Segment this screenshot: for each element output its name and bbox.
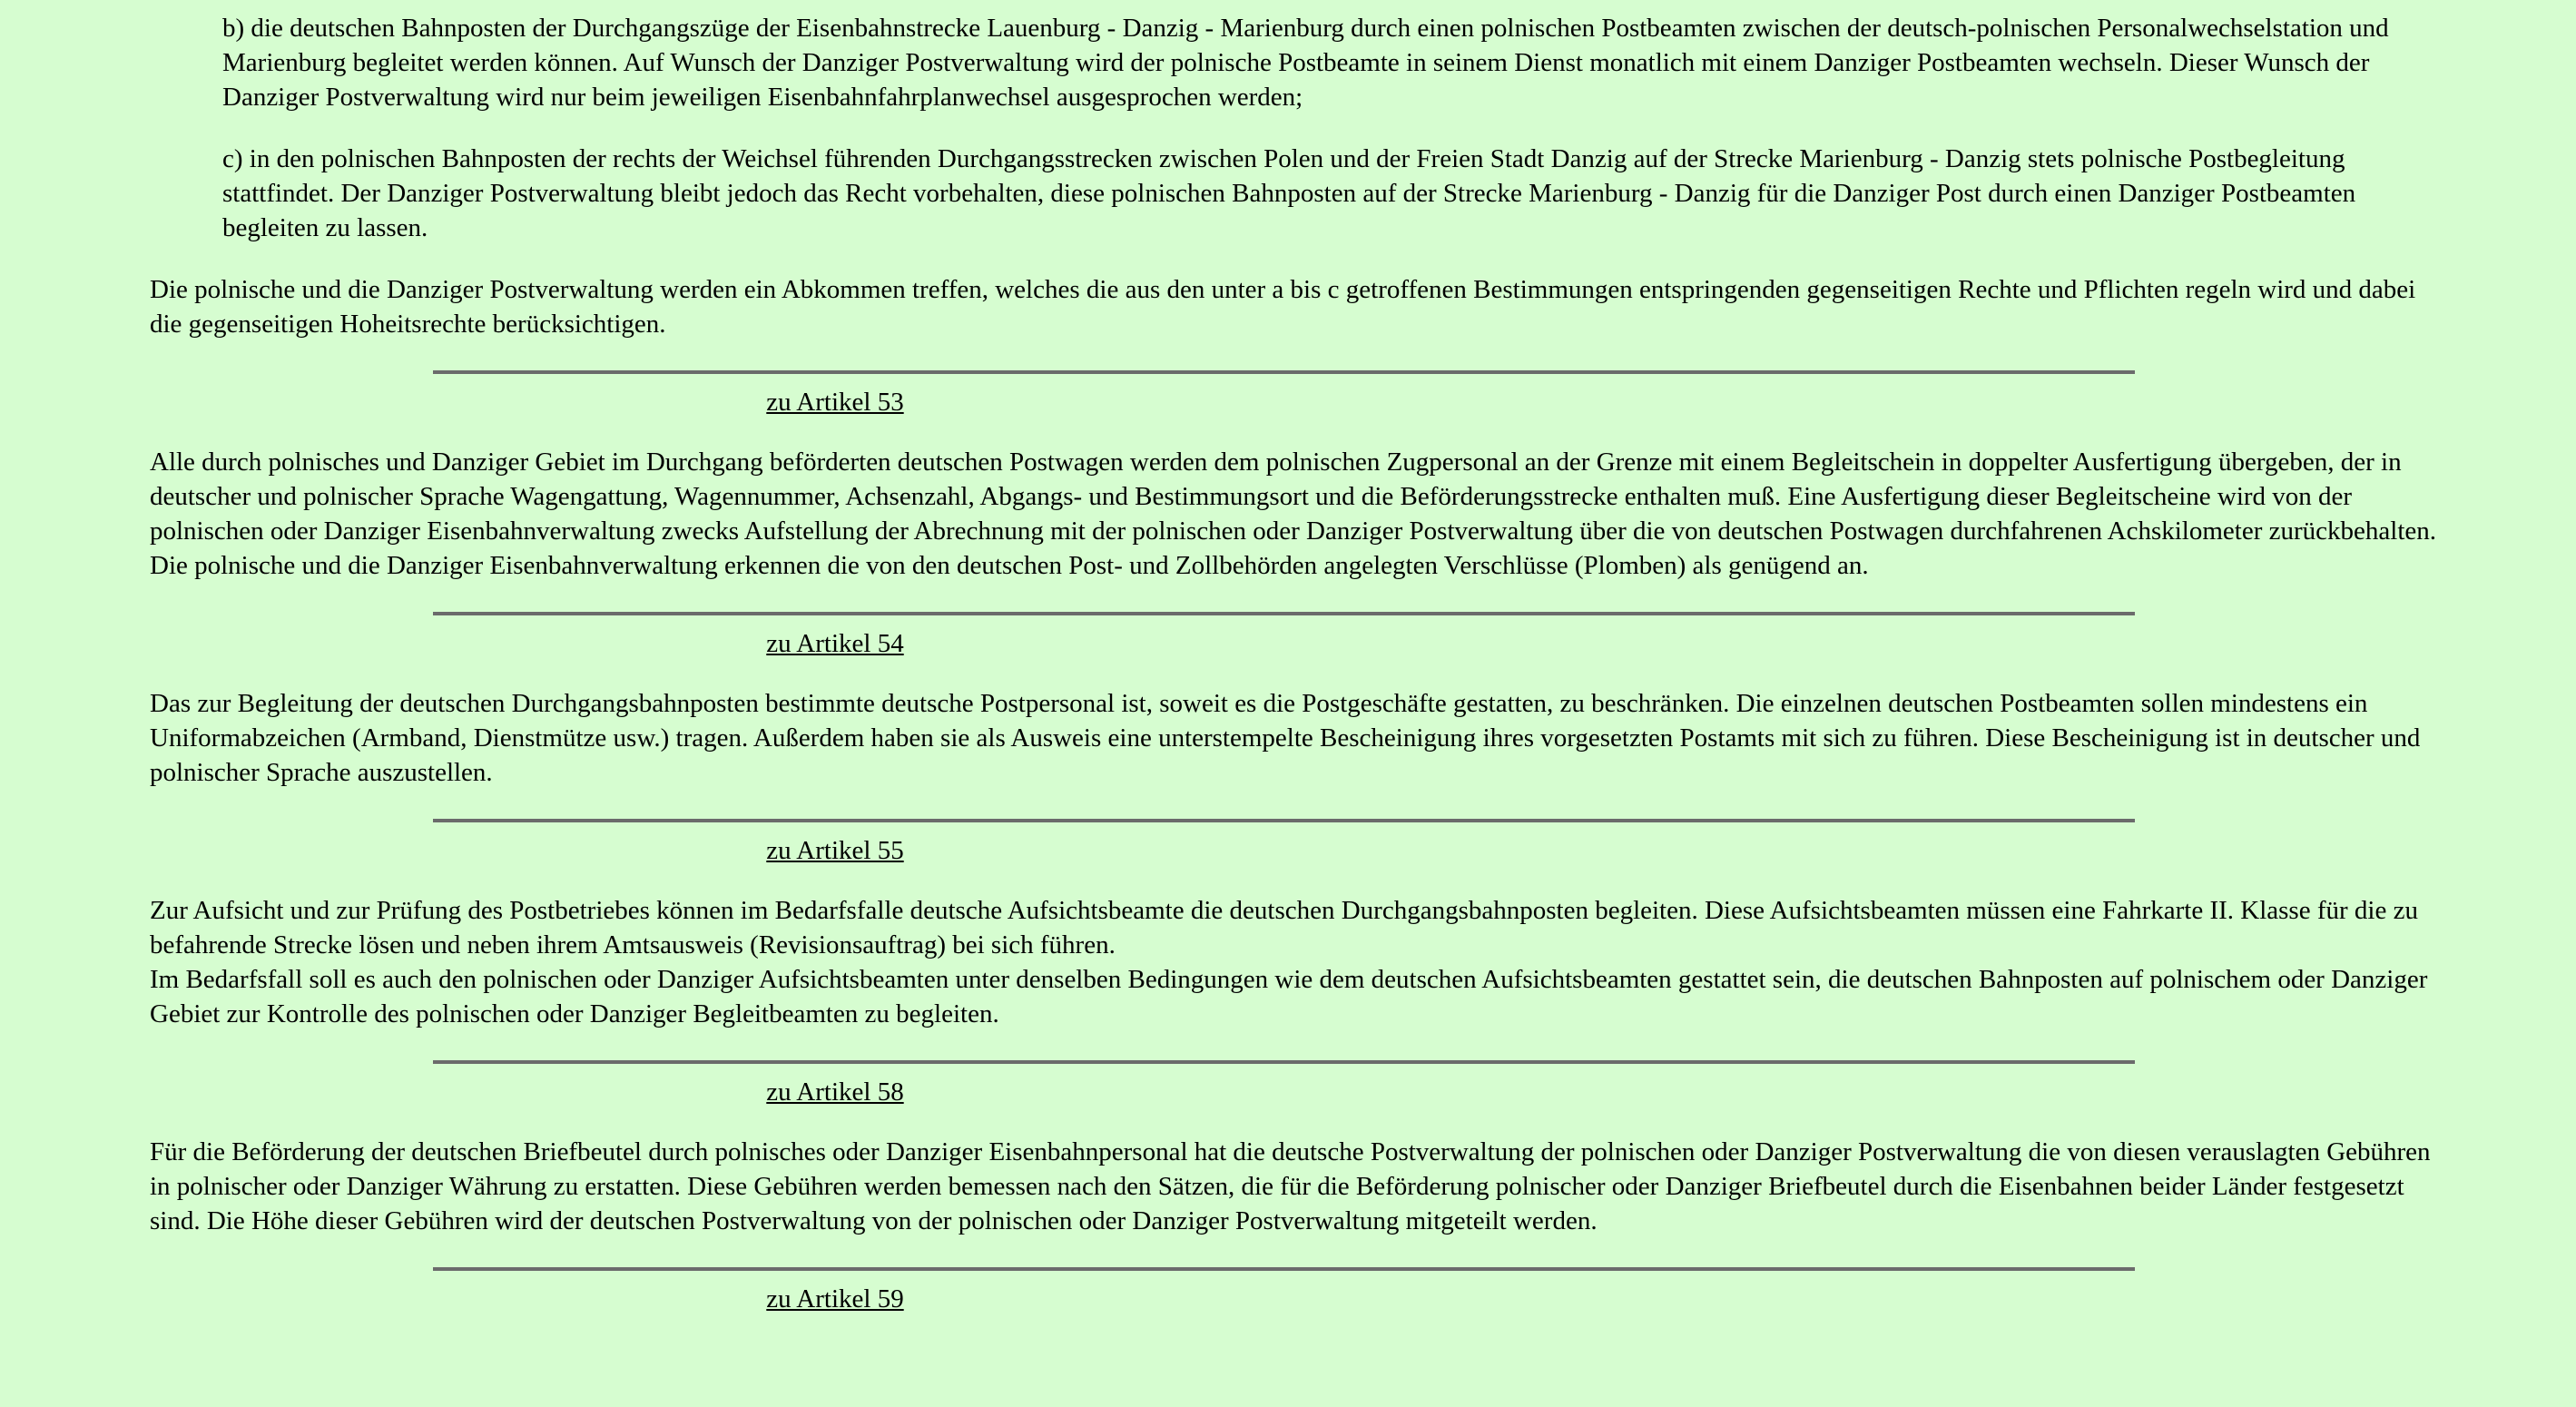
list-item-b: b) die deutschen Bahnposten der Durchgangszüge der Eisenbahnstrecke Lauenburg - Danzig - Marienburg durch einen polnischen Postbeamten zwischen der deutsch-polnischen Personalwechselstation und Marienburg begleitet werden können. Auf Wunsch der Danziger Postverwaltung wird der polnische Postbeamte in seinem Dienst monatlich mit einem Danziger Postbeamten wechseln. Dieser Wunsch der Danziger Postverwaltung wird nur beim jeweiligen Eisenbahnfahrplanwechsel ausgesprochen werden; — [222, 14, 2389, 112]
paragraph: Das zur Begleitung der deutschen Durchgangsbahnposten bestimmte deutsche Postpersonal ist, soweit es die Postgeschäfte gestatten, zu beschränken. Die einzelnen deutschen Postbeamten sollen mindestens ein Uniformabzeichen (Armband, Dienstmütze usw.) tragen. Außerdem haben sie als Ausweis eine unterstempelte Bescheinigung ihres vorgesetzten Postamts mit sich zu führen. Diese Bescheinigung ist in deutscher und polnischer Sprache auszustellen. — [150, 689, 2421, 787]
paragraph: Zur Aufsicht und zur Prüfung des Postbetriebes können im Bedarfsfalle deutsche Aufsichtsbeamte die deutschen Durchgangsbahnposten begleiten. Diese Aufsichtsbeamten müssen eine Fahrkarte II. Klasse für die zu befahrende Strecke lösen und neben ihrem Amtsausweis (Revisionsauftrag) bei sich führen. — [150, 896, 2418, 959]
intro-paragraph: Die polnische und die Danziger Postverwaltung werden ein Abkommen treffen, welches die aus den unter a bis c getroffenen Bestimmungen entspringenden gegenseitigen Rechte und Pflichten regeln wird und dabei die gegenseitigen Hoheitsrechte berücksichtigen. — [150, 275, 2416, 339]
paragraph: Alle durch polnisches und Danziger Gebiet im Durchgang beförderten deutschen Postwagen werden dem polnischen Zugpersonal an der Grenze mit einem Begleitschein in doppelter Ausfertigung übergeben, der in deutscher und polnischer Sprache Wagengattung, Wagennummer, Achsenzahl, Abgangs- und Bestimmungsort und die Beförderungsstrecke enthalten muß. Eine Ausfertigung dieser Begleitscheine wird von der polnischen oder Danziger Eisenbahnverwaltung zwecks Aufstellung der Abrechnung mit der polnischen oder Danziger Postverwaltung über die von deutschen Postwagen durchfahrenen Achskilometer zurückbehalten. Die polnische und die Danziger Eisenbahnverwaltung erkennen die von den deutschen Post- und Zollbehörden angelegten Verschlüsse (Plomben) als genügend an. — [150, 448, 2437, 580]
section-heading-artikel-58 — [154, 1075, 1516, 1109]
section-divider — [433, 370, 2135, 374]
artikel-55-link[interactable]: zu Artikel 55 — [766, 836, 904, 865]
artikel-53-link[interactable]: zu Artikel 53 — [766, 388, 904, 417]
section-heading-artikel-55 — [154, 833, 1516, 868]
section-divider — [433, 1060, 2135, 1064]
list-item-c: c) in den polnischen Bahnposten der rechts der Weichsel führenden Durchgangsstrecken zwischen Polen und der Freien Stadt Danzig auf der Strecke Marienburg - Danzig stets polnische Postbegleitung stattfindet. Der Danziger Postverwaltung bleibt jedoch das Recht vorbehalten, diese polnischen Bahnposten auf der Strecke Marienburg - Danzig für die Danziger Post durch einen Danziger Postbeamten begleiten zu lassen. — [222, 144, 2356, 242]
artikel-54-link[interactable]: zu Artikel 54 — [766, 629, 904, 658]
artikel-59-link[interactable]: zu Artikel 59 — [766, 1284, 904, 1314]
section-divider — [433, 612, 2135, 615]
section-heading-artikel-53 — [154, 385, 1516, 419]
section-divider — [433, 819, 2135, 822]
document-body — [150, 11, 2446, 1342]
section-divider — [433, 1267, 2135, 1271]
section-heading-artikel-59 — [154, 1282, 1516, 1316]
section-heading-artikel-54 — [154, 626, 1516, 661]
paragraph: Für die Beförderung der deutschen Briefbeutel durch polnisches oder Danziger Eisenbahnpersonal hat die deutsche Postverwaltung der polnischen oder Danziger Postverwaltung die von diesen verauslagten Gebühren in polnischer oder Danziger Währung zu erstatten. Diese Gebühren werden bemessen nach den Sätzen, die für die Beförderung polnischer oder Danziger Briefbeutel durch die Eisenbahnen beider Länder festgesetzt sind. Die Höhe dieser Gebühren wird der deutschen Postverwaltung von der polnischen oder Danziger Postverwaltung mitgeteilt werden. — [150, 1137, 2431, 1235]
artikel-58-link[interactable]: zu Artikel 58 — [766, 1077, 904, 1107]
paragraph-group — [150, 893, 2446, 1031]
paragraph: Im Bedarfsfall soll es auch den polnischen oder Danziger Aufsichtsbeamten unter denselben Bedingungen wie dem deutschen Aufsichtsbeamten gestattet sein, die deutschen Bahnposten auf polnischem oder Danziger Gebiet zur Kontrolle des polnischen oder Danziger Begleitbeamten zu begleiten. — [150, 965, 2428, 1028]
